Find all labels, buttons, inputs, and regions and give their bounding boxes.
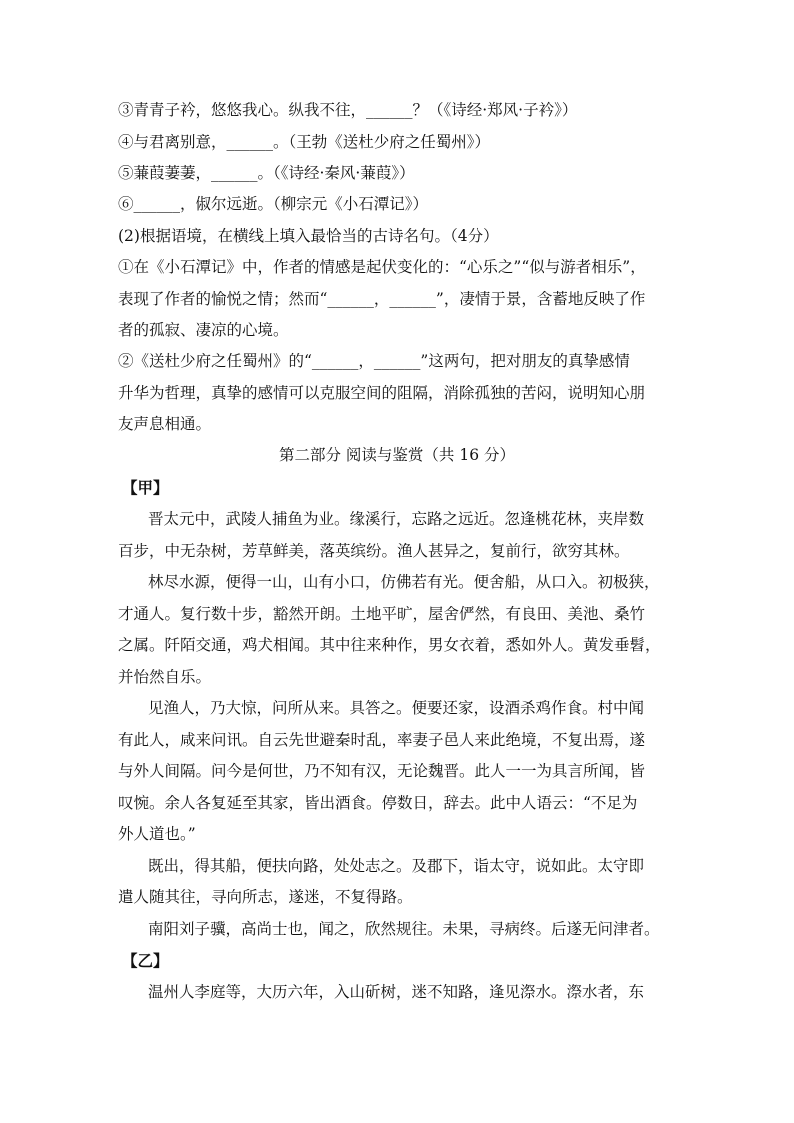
passage-line: 南阳刘子骥，高尚士也，闻之，欣然规往。未果，寻病终。后遂无问津者。 — [148, 920, 660, 938]
passage-header-yi: 【乙】 — [122, 951, 169, 970]
text-line: 者的孤寂、凄凉的心境。 — [118, 321, 289, 339]
passage-line: 见渔人，乃大惊，问所从来。具答之。便要还家，设酒杀鸡作食。村中闻 — [148, 699, 645, 717]
passage-line: 温州人李庭等，大历六年，入山斫树，迷不知路，逢见漈水。漈水者，东 — [148, 983, 645, 1001]
passage-line: 并怡然自乐。 — [118, 668, 212, 686]
passage-line: 百步，中无杂树，芳草鲜美，落英缤纷。渔人甚异之，复前行，欲穷其林。 — [118, 542, 630, 560]
text-line: ②《送杜少府之任蜀州》的“______，______”这两句，把对朋友的真挚感情 — [118, 352, 630, 370]
text-line: ①在《小石潭记》中，作者的情感是起伏变化的：“心乐之”“似与游者相乐”， — [118, 258, 646, 276]
text-line: 升华为哲理，真挚的感情可以克服空间的阻隔，消除孤独的苦闷，说明知心朋 — [118, 384, 646, 402]
passage-line: 晋太元中，武陵人捕鱼为业。缘溪行，忘路之远近。忽逢桃花林，夹岸数 — [148, 510, 645, 528]
text-line: 友声息相通。 — [118, 415, 212, 433]
text-line: ④与君离别意，______。（王勃《送杜少府之任蜀州》） — [118, 133, 491, 151]
passage-header-jia: 【甲】 — [122, 478, 169, 497]
passage-line: 既出，得其船，便扶向路，处处志之。及郡下，诣太守，说如此。太守即 — [148, 857, 645, 875]
text-line: ⑤蒹葭萋萋，______。（《诗经·秦风·蒹葭》） — [118, 164, 415, 182]
passage-line: 与外人间隔。问今是何世，乃不知有汉，无论魏晋。此人一一为具言所闻，皆 — [118, 762, 646, 780]
text-line: 表现了作者的愉悦之情；然而“______，______”，凄情于景，含蓄地反映了作 — [118, 290, 646, 308]
text-line: (2)根据语境，在横线上填入最恰当的古诗名句。（4分） — [118, 227, 499, 245]
passage-line: 之属。阡陌交通，鸡犬相闻。其中往来种作，男女衣着，悉如外人。黄发垂髫， — [118, 636, 661, 654]
passage-line: 林尽水源，便得一山，山有小口，仿佛若有光。便舍船，从口入。初极狭， — [148, 573, 660, 591]
text-line: ⑥______，俶尔远逝。（柳宗元《小石潭记》） — [118, 195, 429, 213]
passage-line: 外人道也。” — [118, 825, 196, 843]
passage-line: 遣人随其往，寻向所志，遂迷，不复得路。 — [118, 888, 413, 906]
passage-line: 叹惋。余人各复延至其家，皆出酒食。停数日，辞去。此中人语云：“不足为 — [118, 794, 638, 812]
passage-line: 才通人。复行数十步，豁然开朗。土地平旷，屋舍俨然，有良田、美池、桑竹 — [118, 605, 646, 623]
section-title: 第二部分 阅读与鉴赏（共 16 分） — [278, 446, 515, 464]
passage-line: 有此人，咸来问讯。自云先世避秦时乱，率妻子邑人来此绝境，不复出焉，遂 — [118, 731, 646, 749]
text-line: ③青青子衿，悠悠我心。纵我不往，______？（《诗经·郑风·子衿》） — [118, 101, 578, 119]
